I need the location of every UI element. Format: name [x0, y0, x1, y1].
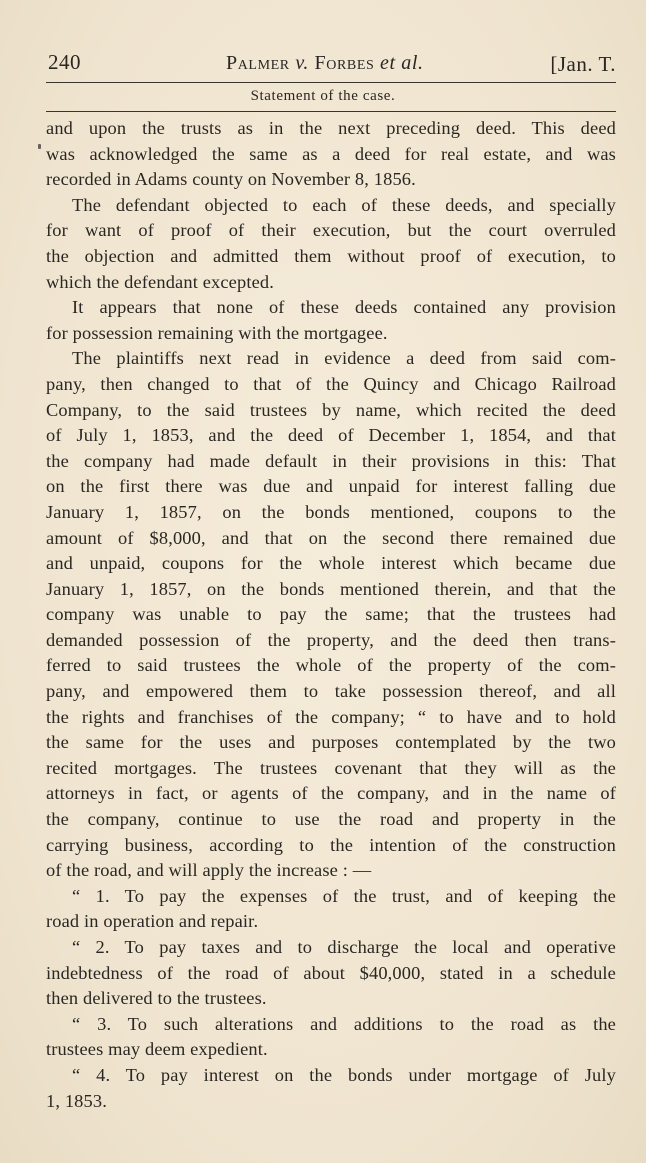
running-title-et-al: et al. — [380, 52, 424, 74]
header-rule — [46, 82, 616, 83]
text-line: January 1, 1857, on the bonds mentioned, coupons to the — [46, 501, 616, 522]
text-line: 1, 1853. — [46, 1090, 107, 1111]
running-title-defendant: Forbes — [314, 52, 375, 74]
text-line: the objection and admitted them without proof of execution, to — [46, 245, 616, 266]
text-line: pany, then changed to that of the Quincy and Chicago Railroad — [46, 373, 616, 394]
text-line: Company, to the said trustees by name, which recited the deed — [46, 399, 616, 420]
subheader-rule — [46, 111, 616, 112]
court-term: [Jan. T. — [550, 52, 616, 76]
text-line: the same for the uses and purposes contemplated by the two — [46, 732, 616, 753]
page-number: 240 — [48, 50, 81, 74]
page-header — [46, 44, 616, 84]
text-line: company was unable to pay the same; that the trustees had — [46, 604, 616, 625]
text-line: the rights and franchises of the company; “ to have and to hold — [46, 706, 616, 727]
text-line: “ 3. To such alterations and additions to the road as the — [72, 1013, 616, 1034]
text-line: the company had made default in their provisions in this: That — [46, 450, 616, 471]
text-line: indebtedness of the road of about $40,000, stated in a schedule — [46, 962, 616, 983]
text-line: for want of proof of their execution, but the court overruled — [46, 220, 616, 241]
text-line: recited mortgages. The trustees covenant that they will as the — [46, 757, 616, 778]
text-line: then delivered to the trustees. — [46, 988, 267, 1009]
text-line: which the defendant excepted. — [46, 271, 275, 292]
text-line: “ 4. To pay interest on the bonds under mortgage of July — [72, 1064, 616, 1085]
text-line: on the first there was due and unpaid for interest falling due — [46, 476, 616, 497]
running-title-versus: v. — [295, 52, 309, 74]
text-line: carrying business, according to the intention of the construction — [46, 834, 616, 855]
text-line: trustees may deem expedient. — [46, 1039, 268, 1060]
ink-speck — [38, 144, 41, 149]
text-line: of July 1, 1853, and the deed of December 1, 1854, and that — [46, 425, 616, 446]
section-subheader: Statement of the case. — [250, 88, 396, 104]
text-line: “ 2. To pay taxes and to discharge the local and operative — [72, 937, 616, 957]
text-line: ferred to said trustees the whole of the property of the com- — [46, 655, 616, 676]
text-line: The defendant objected to each of these deeds, and specially — [72, 194, 616, 215]
text-line: It appears that none of these deeds contained any provision — [72, 297, 616, 318]
text-line: “ 1. To pay the expenses of the trust, and of keeping the — [72, 885, 616, 906]
running-title-plaintiff: Palmer — [226, 52, 290, 74]
running-title — [226, 52, 424, 75]
text-line: recorded in Adams county on November 8, 1856. — [46, 169, 416, 190]
text-line: for possession remaining with the mortgagee. — [46, 322, 388, 343]
text-line: and upon the trusts as in the next preceding deed. This deed — [46, 118, 616, 138]
text-line: amount of $8,000, and that on the second there remained due — [46, 527, 616, 548]
text-line: and unpaid, coupons for the whole interest which became due — [46, 553, 616, 574]
text-line: of the road, and will apply the increase : — — [46, 860, 372, 881]
text-line: road in operation and repair. — [46, 911, 259, 932]
text-line: pany, and empowered them to take possession thereof, and all — [46, 681, 616, 702]
text-line: demanded possession of the property, and the deed then trans- — [46, 629, 616, 650]
text-line: the company, continue to use the road and property in the — [46, 809, 616, 830]
body-text — [46, 116, 616, 1114]
text-line: The plaintiffs next read in evidence a deed from said com- — [72, 348, 616, 369]
text-line: was acknowledged the same as a deed for real estate, and was — [46, 143, 616, 164]
text-line: attorneys in fact, or agents of the company, and in the name of — [46, 783, 616, 804]
text-line: January 1, 1857, on the bonds mentioned therein, and that the — [46, 578, 616, 599]
